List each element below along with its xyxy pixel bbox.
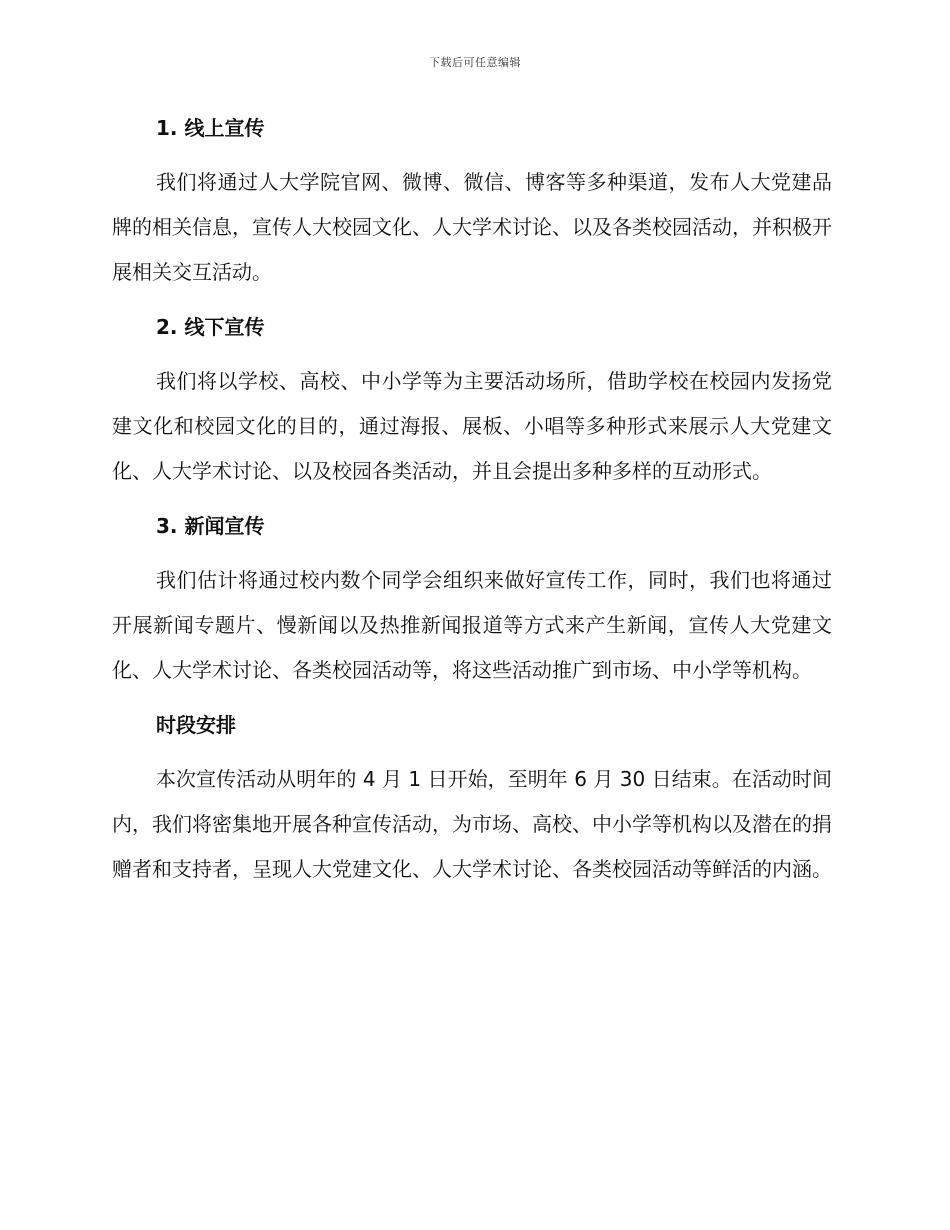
document-body: [112, 108, 832, 892]
section-heading-schedule: 时段安排: [156, 713, 236, 737]
section-heading-offline: 2. 线下宣传: [156, 315, 265, 339]
section-heading-news: 3. 新闻宣传: [156, 514, 265, 538]
section-body-news: 我们估计将通过校内数个同学会组织来做好宣传工作，同时，我们也将通过开展新闻专题片、慢新闻以及热推新闻报道等方式来产生新闻，宣传人大党建文化、人大学术讨论、各类校园活动等，将这些活动推广到市场、中小学等机构。: [112, 568, 832, 682]
section-body-online: 我们将通过人大学院官网、微博、微信、博客等多种渠道，发布人大党建品牌的相关信息，宣传人大校园文化、人大学术讨论、以及各类校园活动，并积极开展相关交互活动。: [112, 170, 832, 284]
section-heading-online: 1. 线上宣传: [156, 116, 265, 140]
section-body-schedule: 本次宣传活动从明年的 4 月 1 日开始，至明年 6 月 30 日结束。在活动时间内，我们将密集地开展各种宣传活动，为市场、高校、中小学等机构以及潜在的捐赠者和支持者，呈现人大党建文化、人大学术讨论、各类校园活动等鲜活的内涵。: [112, 767, 832, 881]
page-header-note: 下载后可任意编辑: [429, 56, 521, 69]
section-body-offline: 我们将以学校、高校、中小学等为主要活动场所，借助学校在校园内发扬党建文化和校园文化的目的，通过海报、展板、小唱等多种形式来展示人大党建文化、人大学术讨论、以及校园各类活动，并且会提出多种多样的互动形式。: [112, 369, 832, 483]
